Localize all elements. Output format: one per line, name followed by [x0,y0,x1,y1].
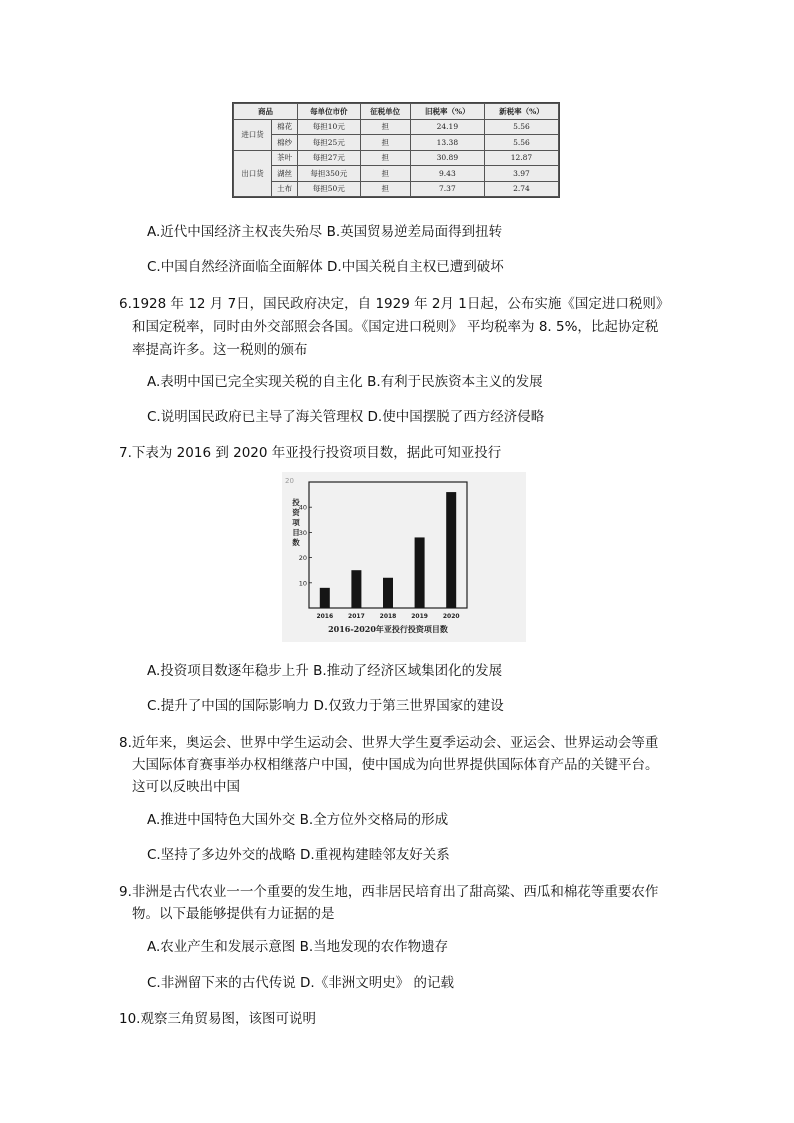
q5-options-cd: C.中国自然经济面临全面解体 D.中国关税自主权已遭到破坏 [147,259,504,275]
tariff-table-image [232,102,560,198]
bar-2019 [415,537,425,608]
q7-options-ab: A.投资项目数逐年稳步上升 B.推动了经济区域集团化的发展 [147,663,503,679]
table-header-row [234,104,559,120]
y-tick-label: 40 [298,503,307,512]
q10-stem: 10.观察三角贸易图，该图可说明 [119,1011,316,1027]
table-header: 商品 [234,104,298,120]
x-tick-label: 2019 [411,613,428,620]
table-cell: 2.74 [484,181,558,197]
y-tick-label: 20 [298,554,307,563]
table-header: 新税率（%） [484,104,558,120]
group-label: 进口货 [234,119,272,150]
table-row [234,166,559,182]
q6-stem-line-1: 6.1928 年 12 月 7日，国民政府决定，自 1929 年 2月 1日起，公布实施《国定进口税则》 [119,296,670,312]
q9-stem-line-2: 物。以下最能够提供有力证据的是 [132,906,335,922]
table-cell: 棉花 [272,119,298,135]
q9-stem-line-1: 9.非洲是古代农业一一个重要的发生地，西非居民培育出了甜高粱、西瓜和棉花等重要农作 [119,884,659,900]
x-tick-label: 2017 [348,613,365,620]
table-cell: 30.89 [410,150,484,166]
y-axis-label-char: 投 [292,498,300,507]
y-tick-label: 10 [298,579,307,588]
q7-options-cd: C.提升了中国的国际影响力 D.仅致力于第三世界国家的建设 [147,698,504,714]
x-tick-label: 2018 [379,613,397,620]
table-row [234,119,559,135]
table-header: 征税单位 [360,104,410,120]
y-tick-label: 30 [298,528,307,537]
table-cell: 7.37 [410,181,484,197]
q6-options-ab: A.表明中国已完全实现关税的自主化 B.有利于民族资本主义的发展 [147,374,543,390]
table-cell: 每担350元 [298,166,360,182]
table-cell: 每担25元 [298,135,360,151]
table-cell: 12.87 [484,150,558,166]
chart-title: 2016-2020年亚投行投资项目数 [328,624,448,634]
q8-stem-line-2: 大国际体育赛事举办权相继落户中国，使中国成为向世界提供国际体育产品的关键平台。 [132,757,659,773]
q7-stem: 7.下表为 2016 到 2020 年亚投行投资项目数，据此可知亚投行 [119,445,502,461]
table-row [234,135,559,151]
tariff-table [233,103,559,197]
table-cell: 13.38 [410,135,484,151]
table-cell: 3.97 [484,166,558,182]
table-cell: 每担50元 [298,181,360,197]
y-axis-label-char: 资 [292,508,300,517]
q6-stem-line-3: 率提高许多。这一税则的颁布 [132,342,308,358]
bar-2017 [351,570,361,608]
q9-options-cd: C.非洲留下来的古代传说 D.《非洲文明史》 的记载 [147,975,454,991]
table-cell: 每担10元 [298,119,360,135]
q8-options-cd: C.坚持了多边外交的战略 D.重视构建睦邻友好关系 [147,847,450,863]
table-cell: 担 [360,135,410,151]
x-tick-label: 2016 [316,613,334,620]
q6-options-cd: C.说明国民政府已主导了海关管理权 D.使中国摆脱了西方经济侵略 [147,409,545,425]
table-header: 每单位市价 [298,104,360,120]
chart-svg [282,472,526,642]
x-tick-label: 2020 [442,613,460,620]
y-axis-label-char: 数 [292,538,300,547]
q9-options-ab: A.农业产生和发展示意图 B.当地发现的农作物遗存 [147,939,449,955]
table-row [234,150,559,166]
table-cell: 湖丝 [272,166,298,182]
group-label: 出口货 [234,150,272,197]
table-header: 旧税率（%） [410,104,484,120]
table-cell: 担 [360,166,410,182]
aiib-bar-chart [282,472,526,642]
q6-stem-line-2: 和国定税率，同时由外交部照会各国。《国定进口税则》 平均税率为 8. 5%，比起协定税 [132,319,659,335]
table-cell: 土布 [272,181,298,197]
table-cell: 棉纱 [272,135,298,151]
chart-top-label: 20 [285,477,294,485]
y-axis-label-char: 目 [292,528,300,537]
bar-2016 [320,588,330,608]
table-cell: 5.56 [484,135,558,151]
table-cell: 担 [360,119,410,135]
bar-2018 [383,578,393,608]
table-cell: 担 [360,181,410,197]
table-cell: 5.56 [484,119,558,135]
q5-options-ab: A.近代中国经济主权丧失殆尽 B.英国贸易逆差局面得到扭转 [147,224,503,240]
q8-stem-line-3: 这可以反映出中国 [132,779,240,795]
table-cell: 9.43 [410,166,484,182]
table-cell: 24.19 [410,119,484,135]
y-axis-label-char: 项 [292,518,300,527]
bar-2020 [446,492,456,608]
table-row [234,181,559,197]
table-cell: 担 [360,150,410,166]
table-cell: 茶叶 [272,150,298,166]
q8-options-ab: A.推进中国特色大国外交 B.全方位外交格局的形成 [147,812,449,828]
table-cell: 每担27元 [298,150,360,166]
q8-stem-line-1: 8.近年来，奥运会、世界中学生运动会、世界大学生夏季运动会、亚运会、世界运动会等重 [119,735,659,751]
